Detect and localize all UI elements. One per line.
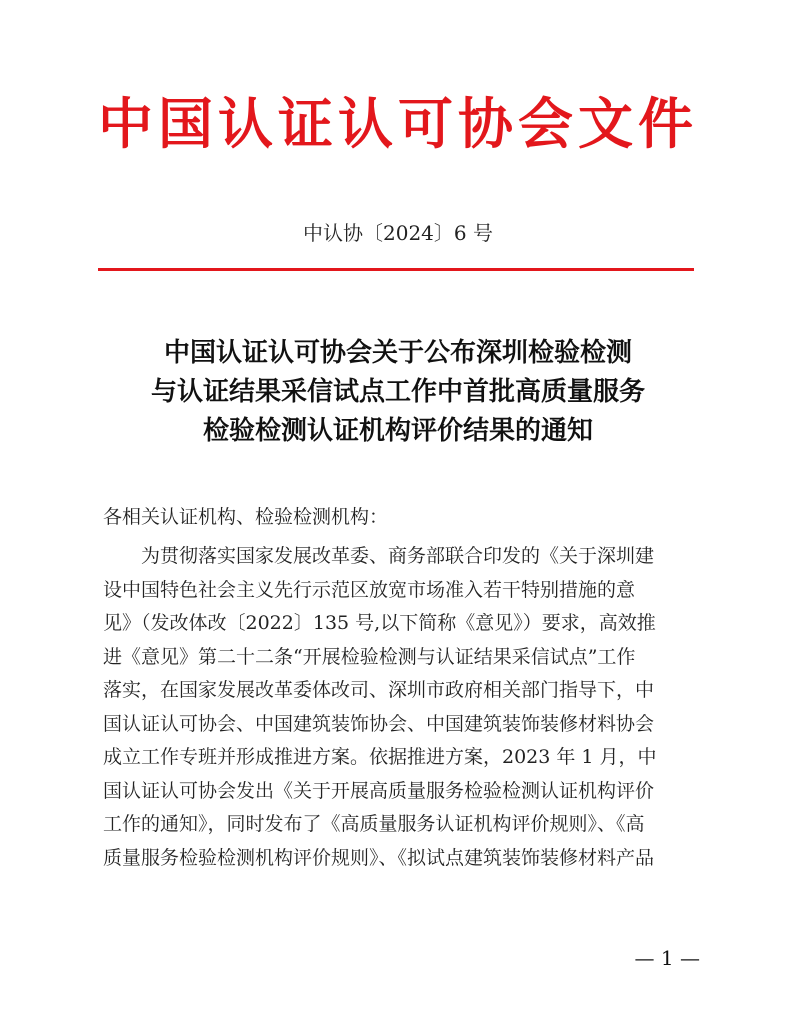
paragraph-line [103,808,693,842]
paragraph-line [103,641,693,675]
paragraph-line [103,540,693,574]
notice-title-line: 检验检测认证机构评价结果的通知 [202,416,593,446]
paragraph-line-text: 见》（发改体改〔2022〕135 号,以下简称《意见》）要求，高效推 [103,612,656,634]
paragraph-line-text: 设中国特色社会主义先行示范区放宽市场准入若干特别措施的意 [103,578,636,601]
body-paragraph [103,540,693,875]
document-number: 中认协〔2024〕6 号 [303,221,493,245]
paragraph-line [103,708,693,742]
paragraph-line-text: 国认证认可协会、中国建筑装饰协会、中国建筑装饰装修材料协会 [103,712,655,735]
document-header-title: 中国认证认可协会文件 [97,92,698,156]
paragraph-line [103,842,693,876]
red-divider-line [98,268,694,271]
paragraph-line-text: 质量服务检验检测机构评价规则》、《拟试点建筑装饰装修材料产品 [103,846,655,869]
paragraph-line-text: 工作的通知》，同时发布了《高质量服务认证机构评价规则》、《高 [103,813,645,835]
paragraph-line [103,574,693,608]
page-number: — 1 — [634,946,700,970]
paragraph-line [103,674,693,708]
notice-title-line: 与认证结果采信试点工作中首批高质量服务 [150,377,645,407]
paragraph-line-text: 落实，在国家发展改革委体改司、深圳市政府相关部门指导下，中 [103,679,655,701]
notice-title-line: 中国认证认可协会关于公布深圳检验检测 [163,338,632,368]
paragraph-line-text: 进《意见》第二十二条“开展检验检测与认证结果采信试点”工作 [103,645,636,668]
paragraph-line-text: 成立工作专班并形成推进方案。依据推进方案，2023 年 1 月，中 [103,746,657,768]
paragraph-line [103,741,693,775]
paragraph-line-text: 国认证认可协会发出《关于开展高质量服务检验检测认证机构评价 [103,779,655,802]
paragraph-line-text: 为贯彻落实国家发展改革委、商务部联合印发的《关于深圳建 [103,545,655,567]
notice-title [60,334,736,451]
paragraph-line [103,607,693,641]
paragraph-line [103,775,693,809]
salutation: 各相关认证机构、检验检测机构： [103,506,389,528]
